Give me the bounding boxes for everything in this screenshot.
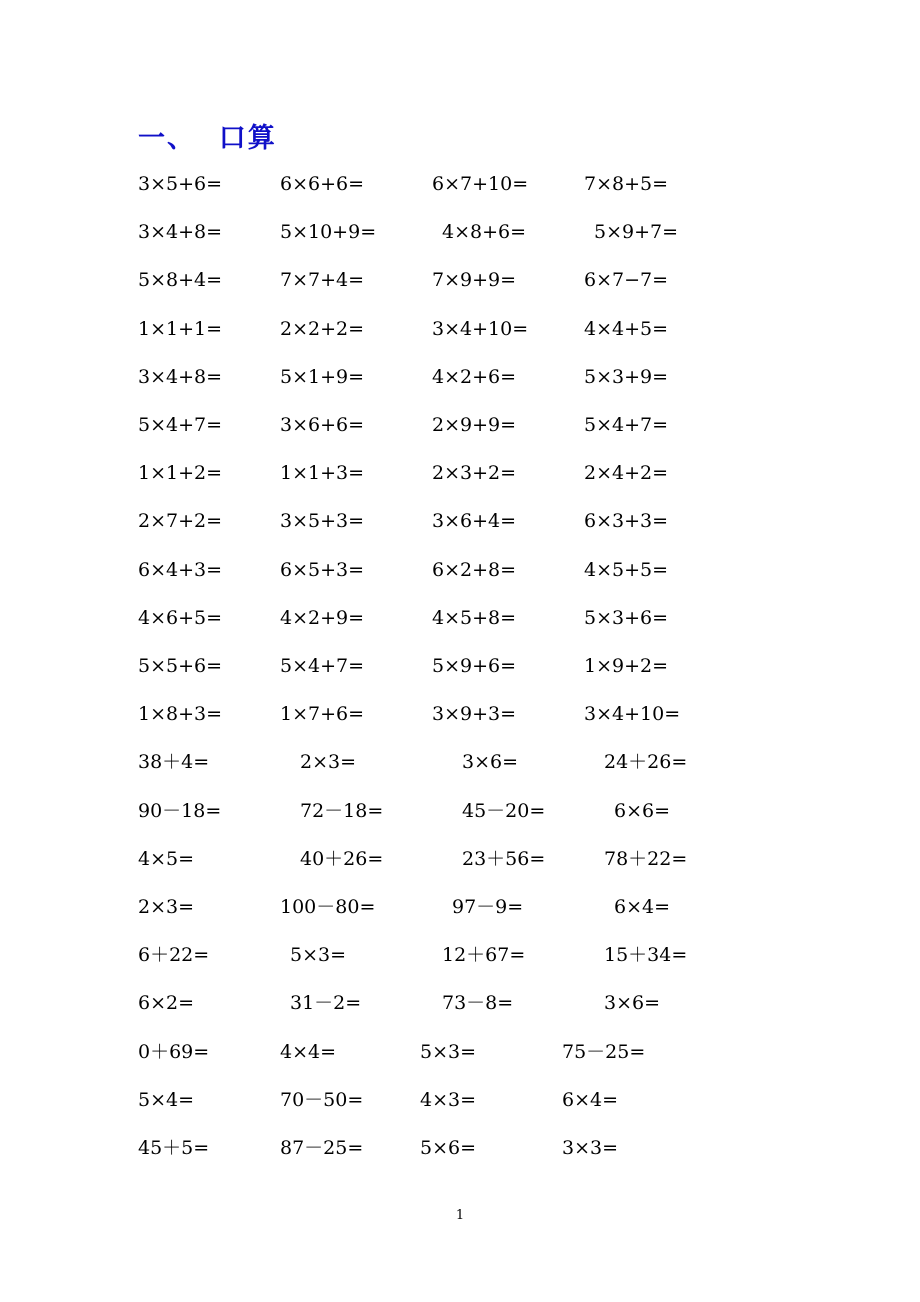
problem-r2-c3: 4×8+6=	[442, 221, 527, 243]
problem-r20-c1: 5×4=	[138, 1089, 195, 1111]
problem-r19-c3: 5×3=	[420, 1041, 477, 1063]
problem-r7-c4: 2×4+2=	[584, 462, 669, 484]
problem-r8-c4: 6×3+3=	[584, 510, 669, 532]
problem-r2-c4: 5×9+7=	[594, 221, 679, 243]
section-title: 一、 口算	[138, 123, 277, 154]
problem-r7-c2: 1×1+3=	[280, 462, 365, 484]
problem-r18-c4: 3×6=	[604, 992, 661, 1014]
problem-r15-c2: 40＋26=	[300, 848, 384, 870]
problem-r16-c1: 2×3=	[138, 896, 195, 918]
problem-r13-c4: 24＋26=	[604, 751, 688, 773]
problem-r1-c3: 6×7+10=	[432, 173, 529, 195]
problem-r21-c3: 5×6=	[420, 1137, 477, 1159]
page-number: 1	[455, 1208, 465, 1223]
problem-r15-c3: 23＋56=	[462, 848, 546, 870]
problem-r9-c2: 6×5+3=	[280, 559, 365, 581]
problem-r9-c1: 6×4+3=	[138, 559, 223, 581]
problem-r21-c2: 87－25=	[280, 1137, 364, 1159]
problem-r15-c1: 4×5=	[138, 848, 195, 870]
problem-r6-c4: 5×4+7=	[584, 414, 669, 436]
problem-r7-c3: 2×3+2=	[432, 462, 517, 484]
problem-r1-c1: 3×5+6=	[138, 173, 223, 195]
problem-r4-c3: 3×4+10=	[432, 318, 529, 340]
problem-r4-c1: 1×1+1=	[138, 318, 223, 340]
problem-r11-c4: 1×9+2=	[584, 655, 669, 677]
problem-r1-c4: 7×8+5=	[584, 173, 669, 195]
problem-r20-c3: 4×3=	[420, 1089, 477, 1111]
problem-r16-c4: 6×4=	[614, 896, 671, 918]
problem-r14-c4: 6×6=	[614, 800, 671, 822]
problem-r17-c1: 6＋22=	[138, 944, 210, 966]
problem-r4-c4: 4×4+5=	[584, 318, 669, 340]
problem-r10-c2: 4×2+9=	[280, 607, 365, 629]
problem-r13-c1: 38＋4=	[138, 751, 210, 773]
problem-r10-c1: 4×6+5=	[138, 607, 223, 629]
problem-r14-c3: 45－20=	[462, 800, 546, 822]
problem-r8-c2: 3×5+3=	[280, 510, 365, 532]
problem-r8-c3: 3×6+4=	[432, 510, 517, 532]
problem-r19-c2: 4×4=	[280, 1041, 337, 1063]
problem-r19-c1: 0＋69=	[138, 1041, 210, 1063]
problem-r12-c3: 3×9+3=	[432, 703, 517, 725]
problem-r5-c1: 3×4+8=	[138, 366, 223, 388]
problem-r12-c2: 1×7+6=	[280, 703, 365, 725]
problem-r3-c4: 6×7−7=	[584, 269, 669, 291]
problem-r12-c1: 1×8+3=	[138, 703, 223, 725]
problem-r10-c4: 5×3+6=	[584, 607, 669, 629]
problem-r6-c1: 5×4+7=	[138, 414, 223, 436]
problem-r10-c3: 4×5+8=	[432, 607, 517, 629]
problem-r3-c1: 5×8+4=	[138, 269, 223, 291]
problem-r11-c3: 5×9+6=	[432, 655, 517, 677]
problem-r2-c2: 5×10+9=	[280, 221, 377, 243]
problem-r5-c4: 5×3+9=	[584, 366, 669, 388]
problem-r7-c1: 1×1+2=	[138, 462, 223, 484]
problem-r17-c3: 12＋67=	[442, 944, 526, 966]
problem-r16-c2: 100－80=	[280, 896, 376, 918]
problem-r11-c1: 5×5+6=	[138, 655, 223, 677]
problem-r14-c2: 72－18=	[300, 800, 384, 822]
problem-r9-c3: 6×2+8=	[432, 559, 517, 581]
problem-r8-c1: 2×7+2=	[138, 510, 223, 532]
problem-r4-c2: 2×2+2=	[280, 318, 365, 340]
problem-r1-c2: 6×6+6=	[280, 173, 365, 195]
problem-r21-c4: 3×3=	[562, 1137, 619, 1159]
problem-r13-c3: 3×6=	[462, 751, 519, 773]
problem-r5-c2: 5×1+9=	[280, 366, 365, 388]
problem-r17-c4: 15＋34=	[604, 944, 688, 966]
problem-r13-c2: 2×3=	[300, 751, 357, 773]
problem-r9-c4: 4×5+5=	[584, 559, 669, 581]
problem-r5-c3: 4×2+6=	[432, 366, 517, 388]
problem-r18-c3: 73－8=	[442, 992, 514, 1014]
problem-r18-c1: 6×2=	[138, 992, 195, 1014]
problem-r3-c3: 7×9+9=	[432, 269, 517, 291]
problem-r6-c2: 3×6+6=	[280, 414, 365, 436]
problem-r17-c2: 5×3=	[290, 944, 347, 966]
problem-r3-c2: 7×7+4=	[280, 269, 365, 291]
problem-r20-c4: 6×4=	[562, 1089, 619, 1111]
problem-r20-c2: 70－50=	[280, 1089, 364, 1111]
problem-r15-c4: 78＋22=	[604, 848, 688, 870]
problem-r12-c4: 3×4+10=	[584, 703, 681, 725]
problem-r18-c2: 31－2=	[290, 992, 362, 1014]
problem-r14-c1: 90－18=	[138, 800, 222, 822]
problem-r16-c3: 97－9=	[452, 896, 524, 918]
problem-r6-c3: 2×9+9=	[432, 414, 517, 436]
problem-r2-c1: 3×4+8=	[138, 221, 223, 243]
problem-r11-c2: 5×4+7=	[280, 655, 365, 677]
problem-r19-c4: 75－25=	[562, 1041, 646, 1063]
problem-r21-c1: 45＋5=	[138, 1137, 210, 1159]
